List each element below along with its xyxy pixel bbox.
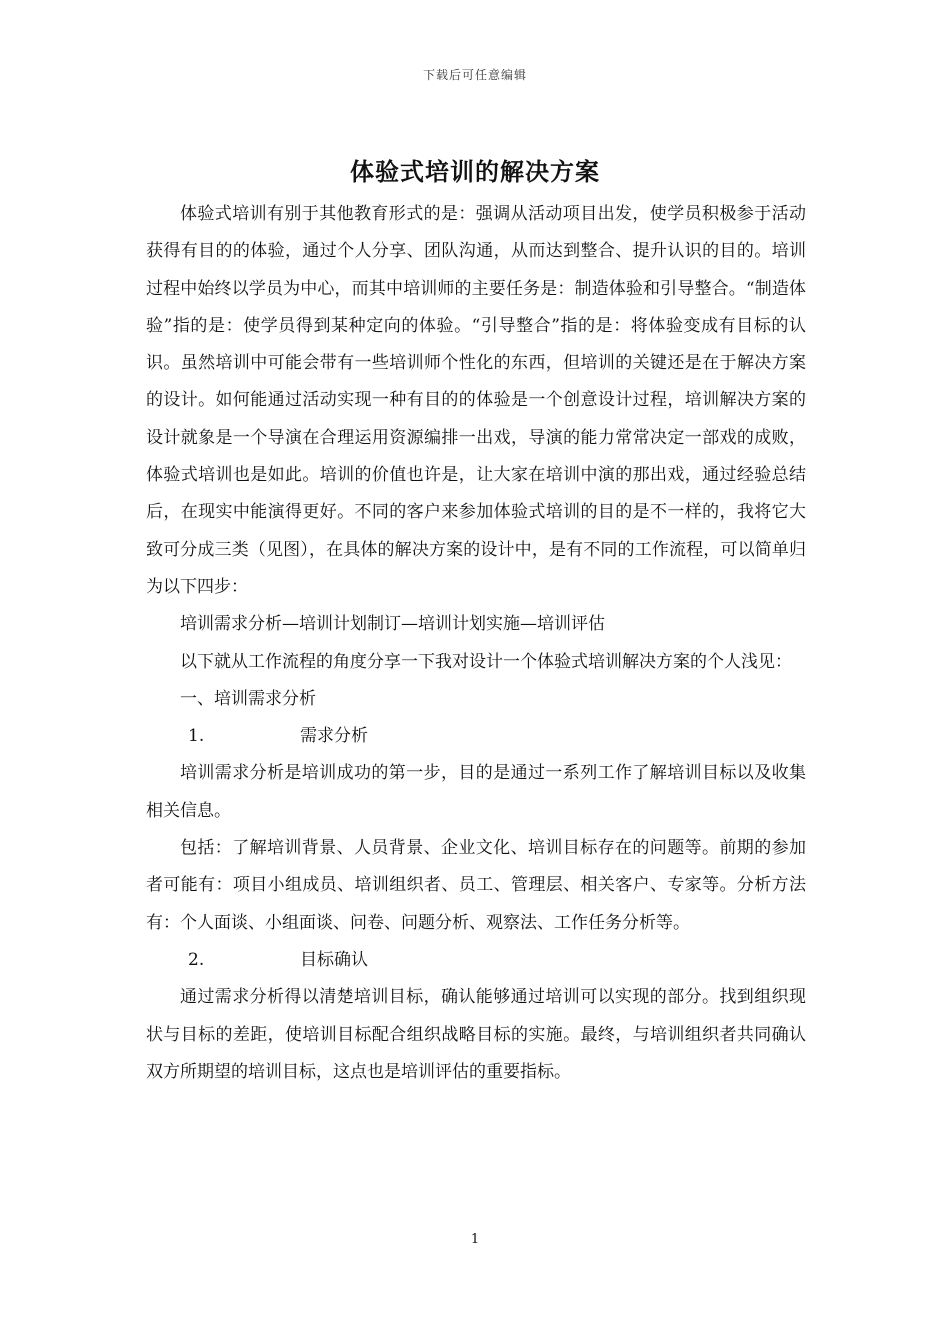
section-heading-needs-analysis: 一、培训需求分析 — [180, 688, 316, 709]
item-number: 2. — [188, 949, 205, 970]
intro-paragraph: 体验式培训有别于其他教育形式的是：强调从活动项目出发，使学员积极参于活动获得有目的的体验，通过个人分享、团队沟通，从而达到整合、提升认识的目的。培训过程中始终以学员为中心，而其中培训师的主要任务是：制造体验和引导整合。“制造体验”指的是：使学员得到某种定向的体验。“引导整合”指的是：将体验变成有目标的认识。虽然培训中可能会带有一些培训师个性化的东西，但培训的关键还是在于解决方案的设计。如何能通过活动实现一种有目的的体验是一个创意设计过程，培训解决方案的设计就象是一个导演在合理运用资源编排一出戏，导演的能力常常决定一部戏的成败，体验式培训也是如此。培训的价值也许是，让大家在培训中演的那出戏，通过经验总结后，在现实中能演得更好。不同的客户来参加体验式培训的目的是不一样的，我将它大致可分成三类（见图），在具体的解决方案的设计中，是有不同的工作流程，可以简单归为以下四步： — [146, 204, 806, 597]
paragraph: 培训需求分析是培训成功的第一步，目的是通过一系列工作了解培训目标以及收集相关信息。 — [146, 763, 806, 821]
item-title: 目标确认 — [300, 949, 368, 970]
document-body — [146, 196, 806, 1091]
page-header-note: 下载后可任意编辑 — [422, 68, 527, 82]
item-title: 需求分析 — [300, 726, 368, 747]
workflow-steps: 培训需求分析—培训计划制订—培训计划实施—培训评估 — [180, 614, 605, 635]
lead-in-paragraph: 以下就从工作流程的角度分享一下我对设计一个体验式培训解决方案的个人浅见： — [180, 651, 792, 672]
page-number: 1 — [470, 1232, 480, 1247]
numbered-item-2 — [146, 942, 806, 979]
numbered-item-1 — [146, 718, 806, 755]
document-title: 体验式培训的解决方案 — [350, 157, 600, 186]
item-number: 1. — [188, 726, 205, 747]
paragraph: 包括：了解培训背景、人员背景、企业文化、培训目标存在的问题等。前期的参加者可能有：项目小组成员、培训组织者、员工、管理层、相关客户、专家等。分析方法有：个人面谈、小组面谈、问卷、问题分析、观察法、工作任务分析等。 — [146, 838, 806, 933]
paragraph: 通过需求分析得以清楚培训目标，确认能够通过培训可以实现的部分。找到组织现状与目标的差距，使培训目标配合组织战略目标的实施。最终，与培训组织者共同确认双方所期望的培训目标，这点也是培训评估的重要指标。 — [146, 987, 806, 1082]
